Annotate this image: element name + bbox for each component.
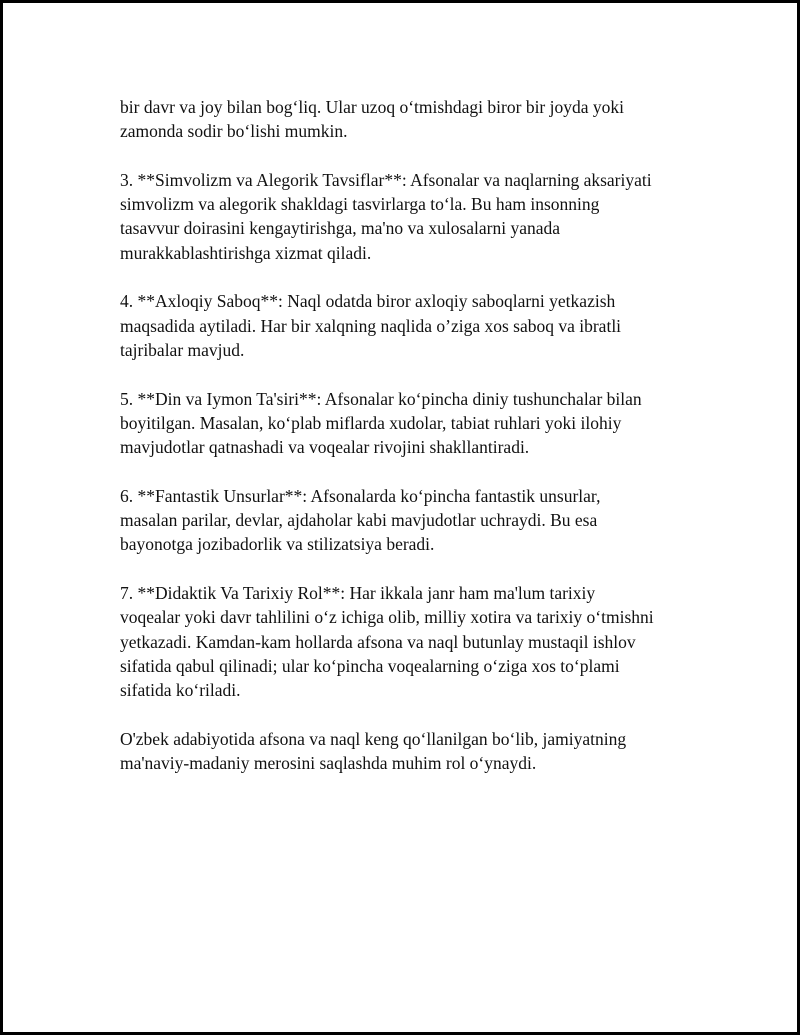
paragraph-item-3-symbolism: 3. **Simvolizm va Alegorik Tavsiflar**: Afsonalar va naqlarning aksariyati simvolizm va alegorik shakldagi tasvirlarga to‘la. Bu ham insonning tasavvur doirasini kengaytirishga, ma'no va xulosalarni yanada murakkablashtirishga xizmat qiladi. [120, 169, 652, 263]
paragraph-item-6-fantastic: 6. **Fantastik Unsurlar**: Afsonalarda ko‘pincha fantastik unsurlar, masalan parilar, devlar, ajdaholar kabi mavjudotlar uchraydi. Bu esa bayonotga jozibadorlik va stilizatsiya beradi. [120, 485, 601, 555]
paragraph-item-7-didactic: 7. **Didaktik Va Tarixiy Rol**: Har ikkala janr ham ma'lum tarixiy voqealar yoki davr tahlilini o‘z ichiga olib, milliy xotira va tarixiy o‘tmishni yetkazadi. Kamdan-kam hollarda afsona va naql butunlay mustaqil ishlov sifatida qabul qilinadi; ular ko‘pincha voqealarning o‘ziga xos to‘plami sifatida ko‘riladi. [120, 582, 654, 701]
paragraph-item-5-religion: 5. **Din va Iymon Ta'siri**: Afsonalar ko‘pincha diniy tushunchalar bilan boyitilgan. Masalan, ko‘plab miflarda xudolar, tabiat ruhlari yoki ilohiy mavjudotlar qatnashadi va voqealar rivojini shakllantiradi. [120, 388, 642, 458]
paragraph-conclusion: O'zbek adabiyotida afsona va naql keng qo‘llanilgan bo‘lib, jamiyatning ma'naviy-madaniy merosini saqlashda muhim rol o‘ynaydi. [120, 728, 627, 774]
paragraph-item-4-moral-lesson: 4. **Axloqiy Saboq**: Naql odatda biror axloqiy saboqlarni yetkazish maqsadida aytiladi. Har bir xalqning naqlida o’ziga xos saboq va ibratli tajribalar mavjud. [120, 291, 622, 360]
document-body [120, 95, 700, 800]
paragraph-intro-continuation: bir davr va joy bilan bog‘liq. Ular uzoq o‘tmishdagi biror bir joyda yoki zamonda sodir bo‘lishi mumkin. [120, 97, 624, 142]
